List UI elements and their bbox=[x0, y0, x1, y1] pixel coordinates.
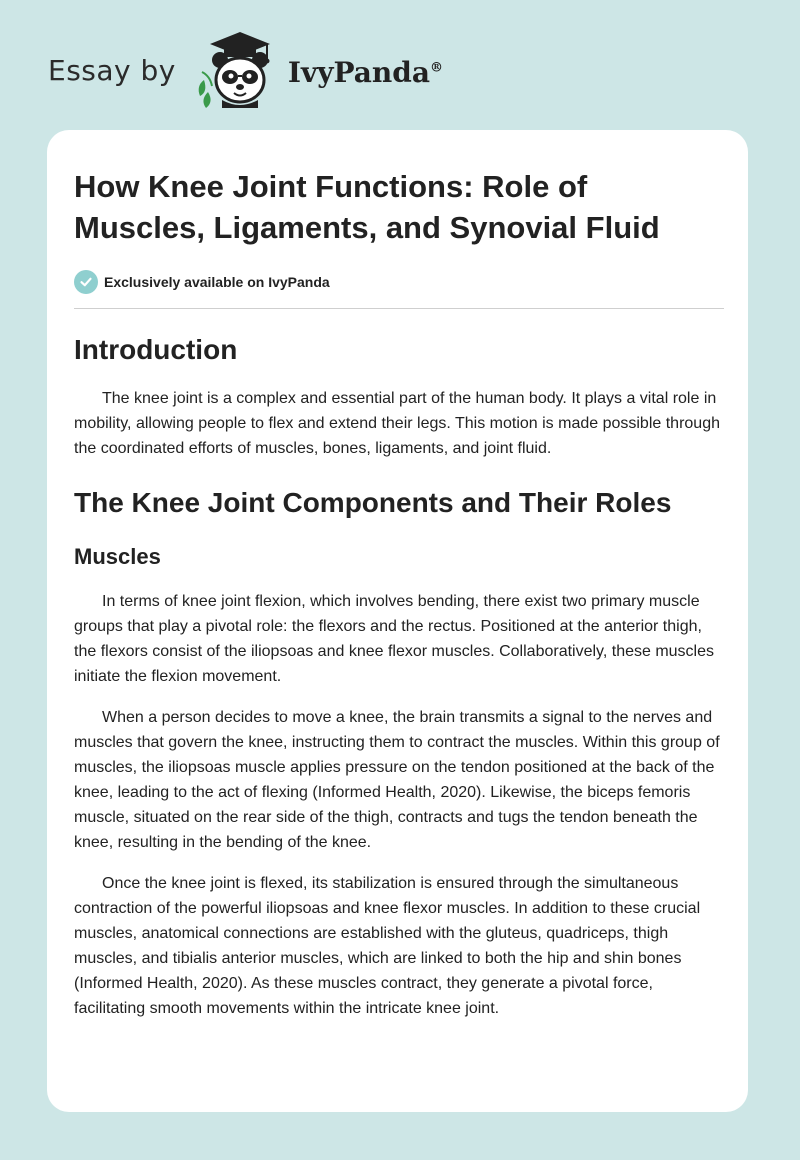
brand-name[interactable]: IvyPanda® bbox=[287, 55, 444, 89]
title-divider bbox=[74, 308, 724, 309]
essay-content bbox=[74, 166, 724, 1021]
essay-by-label: Essay by bbox=[48, 53, 176, 87]
subsection-heading-muscles: Muscles bbox=[74, 544, 161, 569]
registered-mark: ® bbox=[430, 60, 444, 76]
checkmark-icon bbox=[74, 270, 98, 294]
exclusive-badge bbox=[74, 270, 724, 294]
paragraph: When a person decides to move a knee, the brain transmits a signal to the nerves and muscles that govern the knee, instructing them to contract the muscles. Within this group of muscles, the iliopsoas muscle applies pressure on the tendon positioned at the back of the knee, leading to the act of flexing (Informed Health, 2020). Likewise, the biceps femoris muscle, situated on the rear side of the thigh, contracts and tugs the tendon beneath the knee, resulting in the bending of the knee. bbox=[74, 709, 720, 851]
exclusive-badge-label: Exclusively available on IvyPanda bbox=[104, 274, 330, 290]
essay-card bbox=[47, 130, 748, 1112]
paragraph: Once the knee joint is flexed, its stabilization is ensured through the simultaneous contraction of the powerful iliopsoas and knee flexor muscles. In addition to these crucial muscles, anatomical connections are established with the gluteus, quadriceps, thigh muscles, and tibialis anterior muscles, which are linked to both the hip and shin bones (Informed Health, 2020). As these muscles contract, they generate a pivotal force, facilitating smooth movements within the intricate knee joint. bbox=[74, 875, 701, 1017]
section-heading-introduction: Introduction bbox=[74, 334, 238, 365]
paragraph: The knee joint is a complex and essential part of the human body. It plays a vital role in mobility, allowing people to flex and extend their legs. This motion is made possible through the coordinated efforts of muscles, bones, ligaments, and joint fluid. bbox=[74, 390, 720, 457]
ivypanda-logo-icon[interactable] bbox=[190, 30, 282, 110]
section-heading-components: The Knee Joint Components and Their Roles bbox=[74, 487, 672, 518]
essay-title: How Knee Joint Functions: Role of Muscles, Ligaments, and Synovial Fluid bbox=[74, 169, 660, 245]
site-header bbox=[48, 30, 443, 110]
paragraph: In terms of knee joint flexion, which involves bending, there exist two primary muscle groups that play a pivotal role: the flexors and the rectus. Positioned at the anterior thigh, the flexors consist of the iliopsoas and knee flexor muscles. Collaboratively, these muscles initiate the flexion movement. bbox=[74, 593, 715, 685]
